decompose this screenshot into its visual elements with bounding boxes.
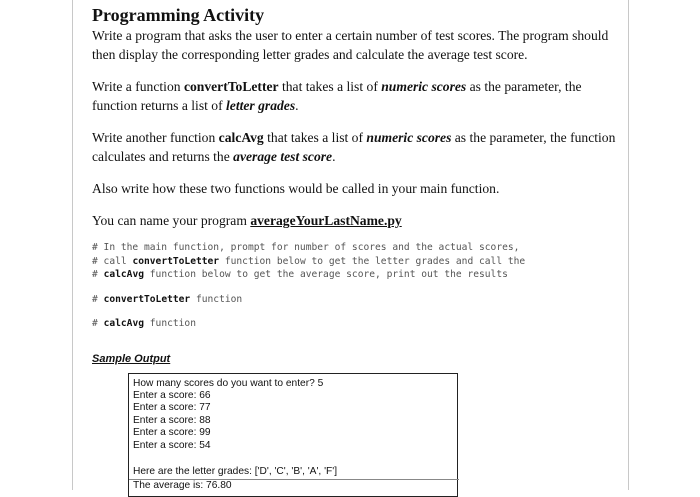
avg-text-mid2: as the parameter, the function calculates and returns the [92, 130, 616, 164]
document-content [92, 4, 622, 497]
code-line-5-pre: # [92, 318, 104, 329]
output-line: Enter a score: 66 [133, 389, 211, 401]
code-blank [92, 282, 622, 293]
avg-text-mid: that takes a list of [263, 130, 367, 145]
code-line-2-func: convertToLetter [132, 255, 220, 267]
code-line-3 [92, 268, 622, 282]
convert-paragraph [92, 77, 622, 115]
page-edge-left [72, 0, 73, 490]
sample-output-box [128, 373, 458, 497]
code-line-4-func: convertToLetter [103, 293, 191, 305]
page-edge-right [628, 0, 629, 490]
output-gap [133, 452, 457, 466]
output-line: Enter a score: 99 [133, 427, 211, 439]
output-average-line: The average is: 76.80 [133, 480, 232, 492]
code-line-2 [92, 255, 622, 269]
convert-text-end: . [295, 98, 299, 113]
code-line-5 [92, 317, 622, 331]
code-line-4-pre: # [92, 293, 104, 305]
code-line-4-post: function [190, 293, 243, 305]
output-line: Enter a score: 77 [133, 402, 211, 414]
code-line-1: # In the main function, prompt for number of scores and the actual scores, [92, 242, 520, 253]
program-filename: averageYourLastName.py [250, 213, 402, 228]
avg-return: average test score [233, 149, 333, 164]
code-line-4 [92, 293, 622, 307]
avg-paragraph [92, 128, 622, 166]
sample-output-heading: Sample Output [92, 352, 171, 365]
output-line: Enter a score: 88 [133, 414, 211, 426]
intro-paragraph: Write a program that asks the user to enter a certain number of test scores. The program should then display the corresponding letter grades and calculate the average test score. [92, 28, 609, 62]
code-line-5-func: calcAvg [103, 318, 144, 329]
output-line: Enter a score: 54 [133, 439, 211, 451]
code-line-3-post: function below to get the average score, print out the results [144, 269, 508, 280]
main-call-paragraph: Also write how these two functions would be called in your main function. [92, 181, 500, 196]
code-blank-2 [92, 306, 622, 317]
output-grades-line: Here are the letter grades: ['D', 'C', 'B', 'A', 'F'] [133, 465, 338, 477]
code-line-2-post: function below to get the letter grades and call the [219, 255, 526, 267]
code-line-3-func: calcAvg [103, 269, 144, 280]
page-title: Programming Activity [92, 5, 265, 25]
avg-text-pre: Write another function [92, 130, 219, 145]
program-name-pre: You can name your program [92, 213, 251, 228]
convert-text-pre: Write a function [92, 79, 184, 94]
convert-return: letter grades [226, 98, 296, 113]
code-line-2-pre: # call [92, 255, 133, 267]
convert-function-name: convertToLetter [183, 79, 279, 94]
convert-text-mid: that takes a list of [278, 79, 382, 94]
avg-text-end: . [332, 149, 336, 164]
code-block [92, 241, 622, 331]
program-name-paragraph [92, 211, 622, 230]
code-line-3-pre: # [92, 269, 104, 280]
avg-function-name: calcAvg [218, 130, 264, 145]
code-line-5-post: function [144, 318, 196, 329]
convert-param: numeric scores [381, 79, 467, 94]
avg-param: numeric scores [366, 130, 452, 145]
convert-text-mid2: as the parameter, the function returns a list of [92, 79, 582, 113]
output-line: How many scores do you want to enter? 5 [133, 377, 324, 389]
